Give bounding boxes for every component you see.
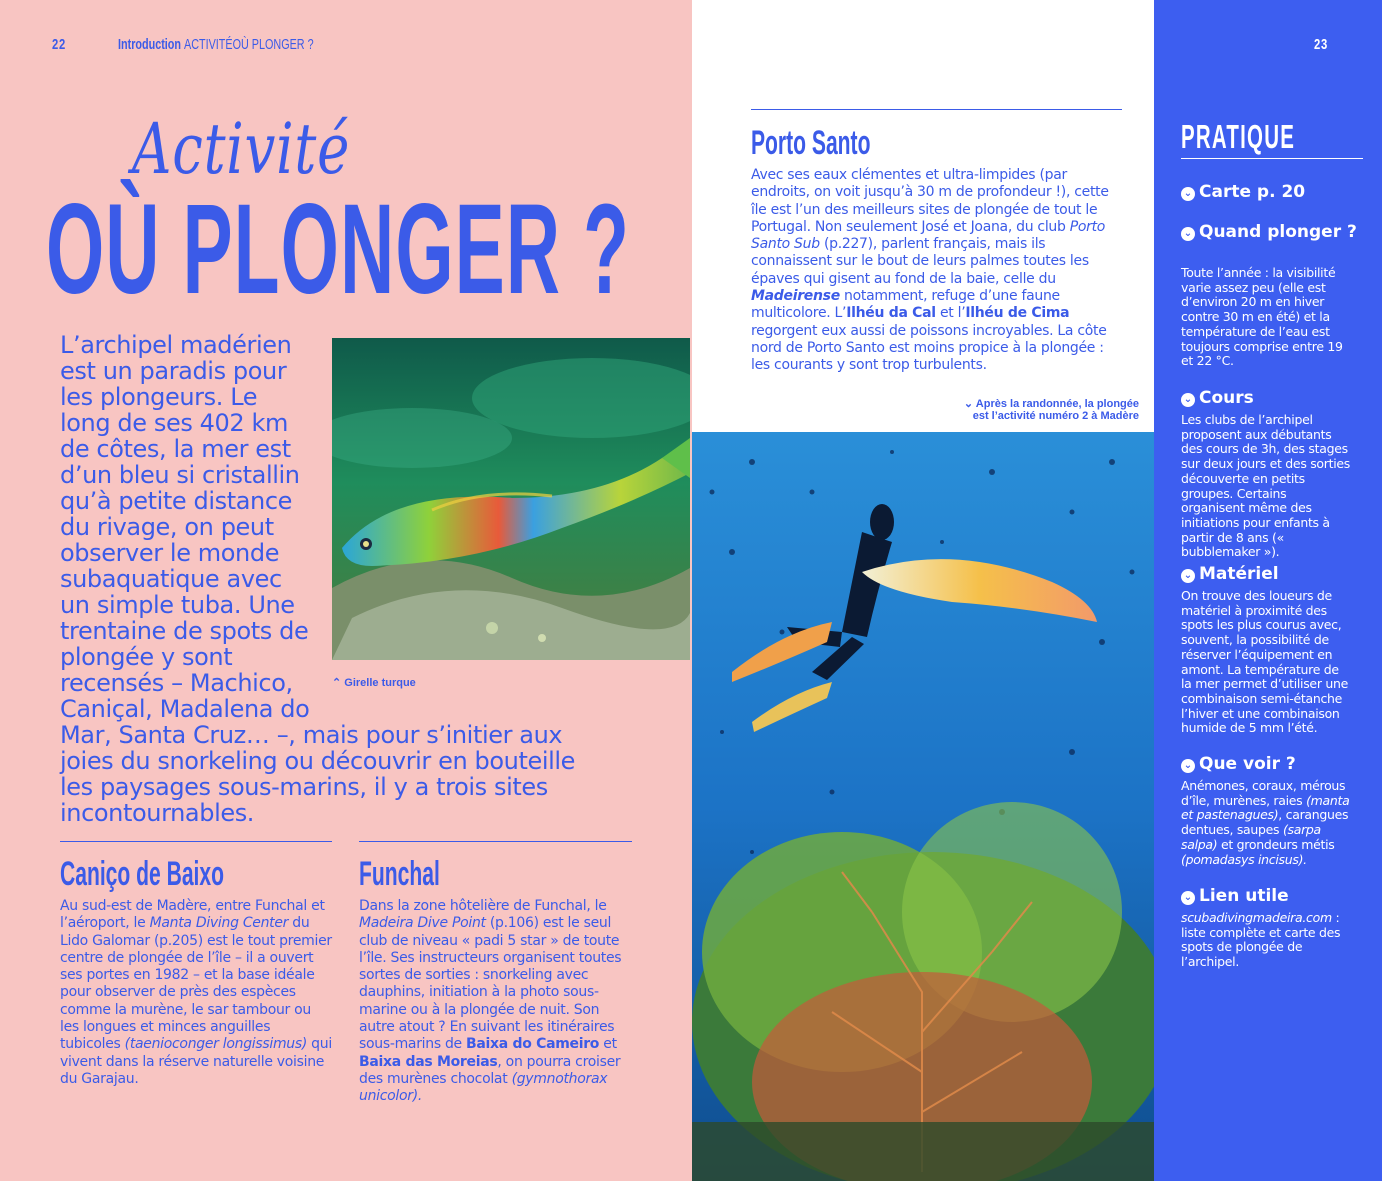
funchal-rule <box>359 841 632 842</box>
fish-photo <box>332 338 690 660</box>
porto-wreck-name: Madeirense <box>751 288 840 305</box>
funchal-spot-2: Baixa das Moreias <box>359 1053 498 1070</box>
diver-photo-image <box>692 432 1154 1181</box>
chevron-circle-icon: ⌄ <box>1181 227 1195 241</box>
canico-latin-name: (taenioconger longissimus) <box>124 1036 308 1053</box>
running-head <box>118 36 314 53</box>
caret-down-icon: ⌄ <box>963 398 976 410</box>
que-voir-text-part: et grondeurs métis <box>1217 836 1335 852</box>
porto-islet-2: Ilhéu de Cima <box>965 305 1070 322</box>
caret-up-icon: ⌃ <box>332 677 345 689</box>
que-voir-text <box>1181 779 1353 867</box>
pratique-title: PRATIQUE <box>1181 118 1296 155</box>
funchal-text-part: (p.106) est le seul club de niveau « padi 5 star » de toute l’île. Ses instructeurs organisent toutes sortes de sorties : snorkeling avec dauphins, initiation à la photo sous-marine ou à la plongée de nuit. Son autre atout ? En suivant les itinéraires sous-marins de <box>359 915 622 1053</box>
que-voir-heading <box>1181 754 1361 775</box>
canico-text <box>60 898 334 1088</box>
carte-heading-text: Carte p. 20 <box>1199 182 1306 202</box>
funchal-text-part: et <box>599 1036 617 1053</box>
fish-photo-image <box>332 338 690 660</box>
diver-caption-line-1: Après la randonnée, la plongée <box>975 398 1139 410</box>
funchal-text-part: , on pourra croiser des murènes chocolat <box>359 1053 621 1087</box>
lien-utile-url: scubadivingmadeira.com <box>1181 910 1332 925</box>
cours-text: Les clubs de l’archipel proposent aux débutants des cours de 3h, des stages sur deux jours et des sorties découverte en petits groupes. Certains organisent même des initiations pour enfants à partir de 8 ans (« bubblemaker »). <box>1181 412 1350 560</box>
porto-text-part: notamment, refuge d’une faune multicolore. L’ <box>751 288 1060 322</box>
canico-title: Caniço de Baixo <box>60 855 224 893</box>
canico-center-name: Manta Diving Center <box>149 915 289 932</box>
que-voir-text-part: Anémones, coraux, mérous d’île, murènes, raies <box>1181 778 1346 808</box>
funchal-latin-name: (gymnothorax unicolor). <box>359 1070 608 1105</box>
funchal-text <box>359 898 629 1106</box>
porto-club-name: Porto Santo Sub <box>751 218 1106 253</box>
que-voir-latin: (manta et pastenagues) <box>1181 792 1350 823</box>
porto-text-part: Avec ses eaux clémentes et ultra-limpides (par endroits, on voit jusqu’à 30 m de profondeur !), cette île est l’un des meilleurs sites de plongée de tout le Portugal. Non seulement José et Joana, du club <box>751 167 1109 235</box>
lien-utile-heading-text: Lien utile <box>1199 886 1289 906</box>
diver-photo <box>692 432 1154 1181</box>
materiel-heading <box>1181 564 1361 585</box>
quand-heading-text: Quand plonger ? <box>1199 222 1357 242</box>
canico-text-part: Au sud-est de Madère, entre Funchal et l’aéroport, le <box>60 898 325 932</box>
right-page-number: 23 <box>1314 36 1329 53</box>
intro-text: L’archipel madérien est un paradis pour les plongeurs. Le long de ses 402 km de côtes, la mer est d’un bleu si cristallin qu’à petite distance du rivage, on peut observer le monde subaquatique avec un simple tuba. Une trentaine de spots de plongée y sont recensés – Machico, Caniçal, Madalena do Mar, Santa Cruz… –, mais pour s’initier aux joies du snorkeling ou découvrir en bouteille les paysages sous-marins, il y a trois sites incontournables. <box>60 331 576 827</box>
canico-text-part: qui vivent dans la réserve naturelle voisine du Garajau. <box>60 1036 332 1087</box>
que-voir-latin: (pomadasys incisus). <box>1181 851 1307 867</box>
chevron-circle-icon: ⌄ <box>1181 187 1195 201</box>
page-title: OÙ PLONGER ? <box>46 178 630 321</box>
running-head-section: Introduction <box>118 36 181 53</box>
porto-text-part: (p.227), parlent français, mais ils connaissent sur le bout de leurs palmes toutes les épaves qui gisent au fond de la baie, celle du <box>751 236 1089 287</box>
chevron-circle-icon: ⌄ <box>1181 759 1195 773</box>
funchal-center-name: Madeira Dive Point <box>359 915 486 932</box>
lien-utile-text <box>1181 911 1353 970</box>
chevron-circle-icon: ⌄ <box>1181 393 1195 407</box>
quand-heading <box>1181 222 1361 243</box>
chevron-circle-icon: ⌄ <box>1181 891 1195 905</box>
lien-utile-heading <box>1181 886 1361 907</box>
que-voir-text-part: , carangues dentues, saupes <box>1181 807 1349 838</box>
fish-caption-text: Girelle turque <box>344 677 416 689</box>
fish-caption <box>332 676 416 689</box>
materiel-text: On trouve des loueurs de matériel à proximité des spots les plus courus avec, souvent, la possibilité de réserver l’équipement en amont. La température de la mer permet d’utiliser une combinaison semi-étanche l’hiver et une combinaison humide de 5 mm l’été. <box>1181 588 1348 736</box>
porto-santo-title: Porto Santo <box>751 124 871 162</box>
porto-text-part: regorgent eux aussi de poissons incroyables. La côte nord de Porto Santo est moins propice à la plongée : les courants y sont trop turbulents. <box>751 322 1107 374</box>
que-voir-latin: (sarpa salpa) <box>1181 822 1321 852</box>
carte-heading <box>1181 182 1361 203</box>
running-head-subject: ACTIVITÉOÙ PLONGER ? <box>183 36 314 53</box>
que-voir-heading-text: Que voir ? <box>1199 754 1296 774</box>
heading-kicker: Activité <box>132 108 351 190</box>
porto-text-part: et l’ <box>935 305 966 322</box>
quand-text: Toute l’année : la visibilité varie assez peu (elle est d’environ 20 m en hiver contre 30 m en été) et la température de l’eau est toujours comprise entre 19 et 22 °C. <box>1181 265 1343 369</box>
lien-utile-text-part: : liste complète et carte des spots de plongée de l’archipel. <box>1181 910 1341 970</box>
diver-caption <box>954 397 1139 422</box>
chevron-circle-icon: ⌄ <box>1181 569 1195 583</box>
canico-text-part: du Lido Galomar (p.205) est le tout premier centre de plongée de l’île – il a ouvert ses portes en 1982 – et la base idéale pour observer de près des espèces comme la murène, le sar tambour ou les longues et minces anguilles tubicoles <box>60 915 332 1053</box>
cours-heading-text: Cours <box>1199 388 1254 408</box>
cours-heading <box>1181 388 1361 409</box>
funchal-title: Funchal <box>359 855 440 893</box>
canico-rule <box>60 841 332 842</box>
left-page-number: 22 <box>52 36 67 53</box>
porto-santo-rule <box>751 109 1122 110</box>
pratique-rule <box>1181 158 1363 159</box>
porto-santo-text <box>751 167 1123 375</box>
diver-caption-line-2: est l’activité numéro 2 à Madère <box>972 410 1139 422</box>
porto-islet-1: Ilhéu da Cal <box>846 305 936 322</box>
funchal-text-part: Dans la zone hôtelière de Funchal, le <box>359 898 607 914</box>
materiel-heading-text: Matériel <box>1199 564 1279 584</box>
funchal-spot-1: Baixa do Cameiro <box>466 1036 600 1053</box>
